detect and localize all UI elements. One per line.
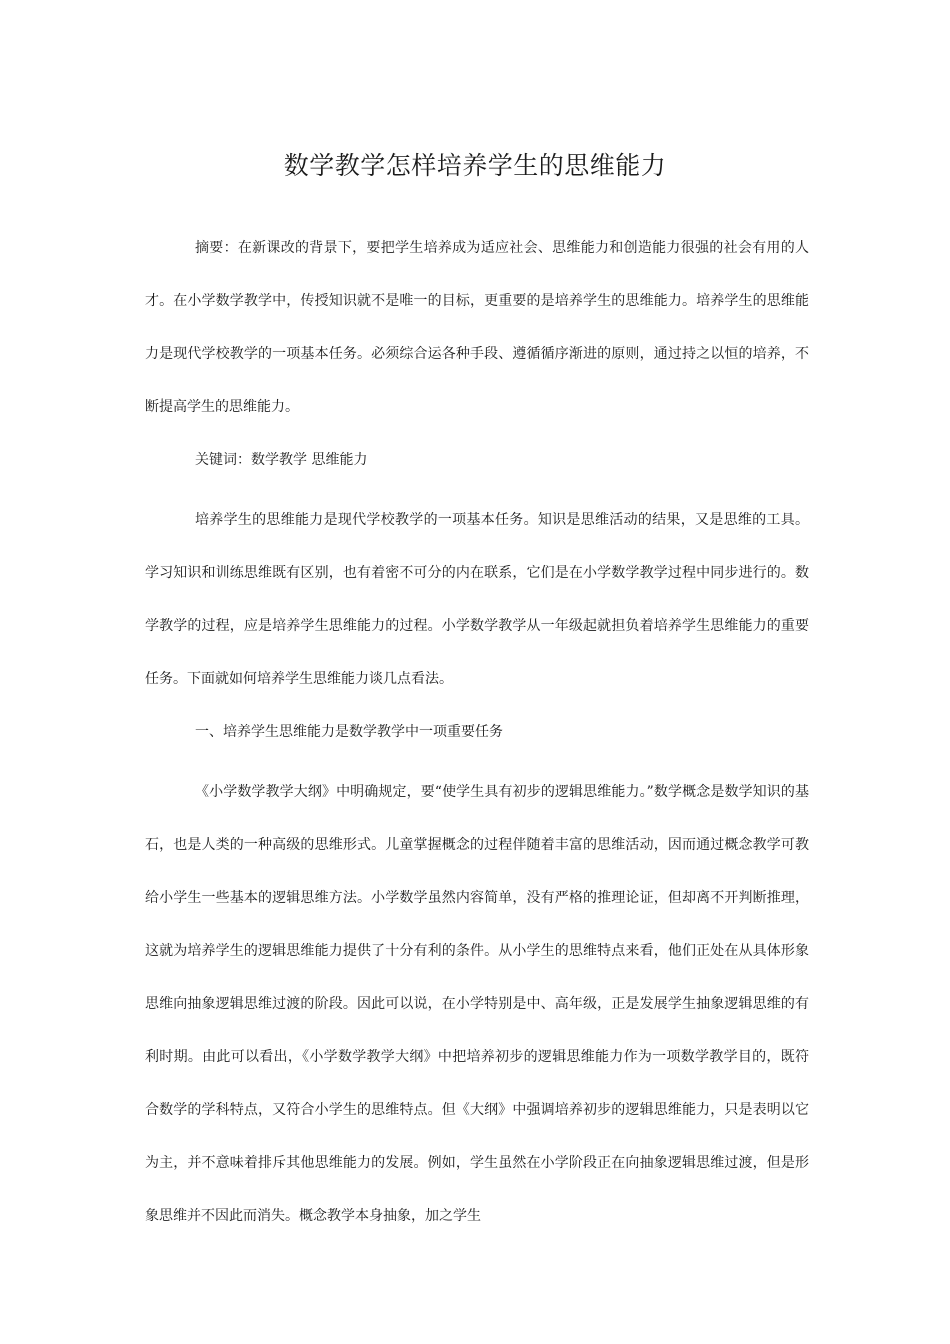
document-title: 数学教学怎样培养学生的思维能力	[283, 151, 667, 180]
section-heading: 一、培养学生思维能力是数学教学中一项重要任务	[195, 724, 503, 740]
section-body-paragraph: 《小学数学教学大纲》中明确规定，要“使学生具有初步的逻辑思维能力。”数学概念是数学知识的基石，也是人类的一种高级的思维形式。儿童掌握概念的过程伴随着丰富的思维活动，因而通过概念教学可教给小学生一些基本的逻辑思维方法。小学数学虽然内容简单，没有严格的推理论证，但却离不开判断推理，这就为培养学生的逻辑思维能力提供了十分有利的条件。从小学生的思维特点来看，他们正处在从具体形象思维向抽象逻辑思维过渡的阶段。因此可以说，在小学特别是中、高年级，正是发展学生抽象逻辑思维的有利时期。由此可以看出，《小学数学教学大纲》中把培养初步的逻辑思维能力作为一项数学教学目的，既符合数学的学科特点，又符合小学生的思维特点。但《大纲》中强调培养初步的逻辑思维能力，只是表明以它为主，并不意味着排斥其他思维能力的发展。例如，学生虽然在小学阶段正在向抽象逻辑思维过渡，但是形象思维并不因此而消失。概念教学本身抽象，加之学生	[145, 784, 809, 1224]
keywords-paragraph: 关键词：数学教学 思维能力	[195, 452, 368, 468]
intro-paragraph: 培养学生的思维能力是现代学校教学的一项基本任务。知识是思维活动的结果，又是思维的工具。学习知识和训练思维既有区别，也有着密不可分的内在联系，它们是在小学数学教学过程中同步进行的。数学教学的过程，应是培养学生思维能力的过程。小学数学教学从一年级起就担负着培养学生思维能力的重要任务。下面就如何培养学生思维能力谈几点看法。	[145, 512, 809, 687]
abstract-paragraph: 摘要：在新课改的背景下，要把学生培养成为适应社会、思维能力和创造能力很强的社会有用的人才。在小学数学教学中，传授知识就不是唯一的目标，更重要的是培养学生的思维能力。培养学生的思维能力是现代学校教学的一项基本任务。必须综合运各种手段、遵循循序渐进的原则，通过持之以恒的培养，不断提高学生的思维能力。	[145, 240, 809, 415]
